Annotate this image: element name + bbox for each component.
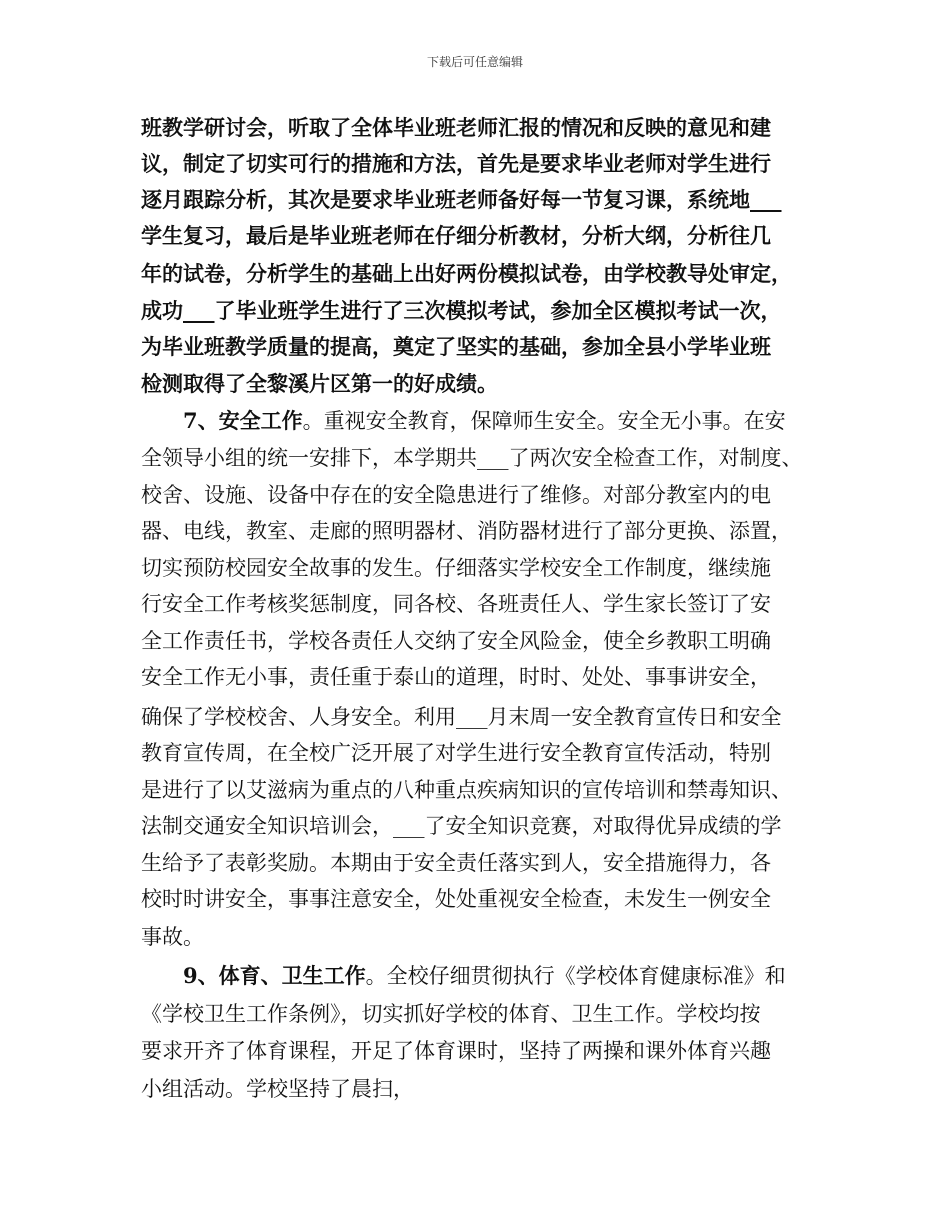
text-line: 《学校卫生工作条例》，切实抓好学校的体育、卫生工作。学校均按	[141, 1002, 761, 1026]
text-line: 议，制定了切实可行的措施和方法，首先是要求毕业老师对学生进行	[141, 151, 771, 176]
text-line: 为毕业班教学质量的提高，奠定了坚实的基础，参加全县小学毕业班	[141, 334, 771, 359]
text-line: 成功___了毕业班学生进行了三次模拟考试，参加全区模拟考试一次，	[141, 298, 782, 323]
section-7-first-line	[183, 404, 786, 438]
text-line: 年的试卷，分析学生的基础上出好两份模拟试卷，由学校教导处审定，	[141, 261, 792, 286]
text-line: 班教学研讨会，听取了全体毕业班老师汇报的情况和反映的意见和建	[141, 115, 771, 140]
text-line: 器、电线，教室、走廊的照明器材、消防器材进行了部分更换、添置，	[141, 519, 792, 543]
section-9-first-text: 。全校仔细贯彻执行《学校体育健康标准》和	[365, 964, 786, 988]
text-line: 法制交通安全知识培训会，___了安全知识竞赛，对取得优异成绩的学	[141, 814, 782, 838]
text-line: 校时时讲安全，事事注意安全，处处重视安全检查，未发生一例安全	[141, 887, 771, 911]
text-line: 确保了学校校舍、人身安全。利用___月末周一安全教育宣传日和安全	[141, 705, 782, 729]
text-line: 全工作责任书，学校各责任人交纳了安全风险金，使全乡教职工明确	[141, 629, 771, 653]
text-line: 安全工作无小事，责任重于泰山的道理，时时、处处、事事讲安全，	[141, 665, 771, 689]
text-line: 全领导小组的统一安排下，本学期共___了两次安全检查工作，对制度、	[141, 446, 803, 470]
section-7-first-text: 。重视安全教育，保障师生安全。安全无小事。在安	[302, 409, 786, 433]
text-line: 学生复习，最后是毕业班老师在仔细分析教材，分析大纲，分析往几	[141, 223, 771, 248]
text-line: 逐月跟踪分析，其次是要求毕业班老师备好每一节复习课，系统地___	[141, 187, 782, 212]
text-line: 校舍、设施、设备中存在的安全隐患进行了维修。对部分教室内的电	[141, 483, 771, 507]
text-line: 检测取得了全黎溪片区第一的好成绩。	[141, 371, 498, 396]
text-line: 教育宣传周，在全校广泛开展了对学生进行安全教育宣传活动，特别	[141, 741, 771, 765]
section-9-heading: 9、体育、卫生工作	[183, 963, 366, 988]
text-line: 是进行了以艾滋病为重点的八种重点疾病知识的宣传培训和禁毒知识、	[141, 778, 792, 802]
text-line: 切实预防校园安全故事的发生。仔细落实学校安全工作制度，继续施	[141, 556, 771, 580]
text-line: 事故。	[141, 925, 204, 949]
section-7-heading: 7、安全工作	[183, 408, 303, 433]
section-9-first-line	[183, 959, 786, 993]
text-line: 生给予了表彰奖励。本期由于安全责任落实到人，安全措施得力，各	[141, 851, 771, 875]
text-line: 要求开齐了体育课程，开足了体育课时，坚持了两操和课外体育兴趣	[141, 1039, 771, 1063]
text-line: 小组活动。学校坚持了晨扫，	[141, 1077, 414, 1101]
page-header: 下载后可任意编辑	[426, 55, 523, 69]
text-line: 行安全工作考核奖惩制度，同各校、各班责任人、学生家长签订了安	[141, 592, 771, 616]
